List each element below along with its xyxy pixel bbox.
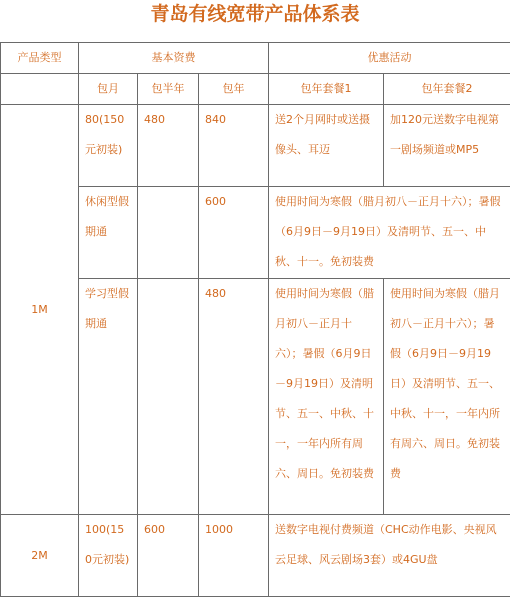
cell-monthly: 休闲型假期通 — [79, 187, 138, 279]
cell-package2: 加120元送数字电视第一剧场频道或MP5 — [384, 105, 510, 187]
page-title: 青岛有线宽带产品体系表 — [0, 0, 510, 28]
header-promotion: 优惠活动 — [269, 43, 510, 74]
cell-half-year: 480 — [138, 105, 199, 187]
cell-package1: 送2个月网时或送摄像头、耳迈 — [269, 105, 384, 187]
header-product-type: 产品类型 — [1, 43, 79, 74]
header-package1: 包年套餐1 — [269, 74, 384, 105]
header-basic-fee: 基本资费 — [79, 43, 269, 74]
header-row-1 — [1, 43, 510, 74]
cell-yearly: 840 — [199, 105, 269, 187]
cell-half-year: 600 — [138, 515, 199, 597]
speed-2m: 2M — [1, 515, 79, 597]
header-monthly: 包月 — [79, 74, 138, 105]
table-row — [1, 105, 510, 187]
cell-yearly: 600 — [199, 187, 269, 279]
cell-half-year — [138, 279, 199, 515]
header-half-year: 包半年 — [138, 74, 199, 105]
product-table — [0, 42, 510, 597]
cell-yearly: 1000 — [199, 515, 269, 597]
cell-promo: 使用时间为寒假（腊月初八－正月十六）；暑假（6月9日－9月19日）及清明节、五一、中秋、十一。免初装费 — [269, 187, 510, 279]
header-blank — [1, 74, 79, 105]
cell-package2: 使用时间为寒假（腊月初八－正月十六）；暑假（6月9日－9月19日）及清明节、五一、中秋、十一，一年内所有周六、周日。免初装费 — [384, 279, 510, 515]
cell-monthly: 100(150元初装) — [79, 515, 138, 597]
speed-1m: 1M — [1, 105, 79, 515]
table-row — [1, 515, 510, 597]
header-package2: 包年套餐2 — [384, 74, 510, 105]
cell-package1: 使用时间为寒假（腊月初八－正月十六）；暑假（6月9日－9月19日）及清明节、五一、中秋、十一，一年内所有周六、周日。免初装费 — [269, 279, 384, 515]
cell-monthly: 学习型假期通 — [79, 279, 138, 515]
cell-yearly: 480 — [199, 279, 269, 515]
cell-half-year — [138, 187, 199, 279]
cell-monthly: 80(150元初装) — [79, 105, 138, 187]
cell-promo: 送数字电视付费频道（CHC动作电影、央视风云足球、风云剧场3套）或4GU盘 — [269, 515, 510, 597]
header-row-2 — [1, 74, 510, 105]
header-yearly: 包年 — [199, 74, 269, 105]
